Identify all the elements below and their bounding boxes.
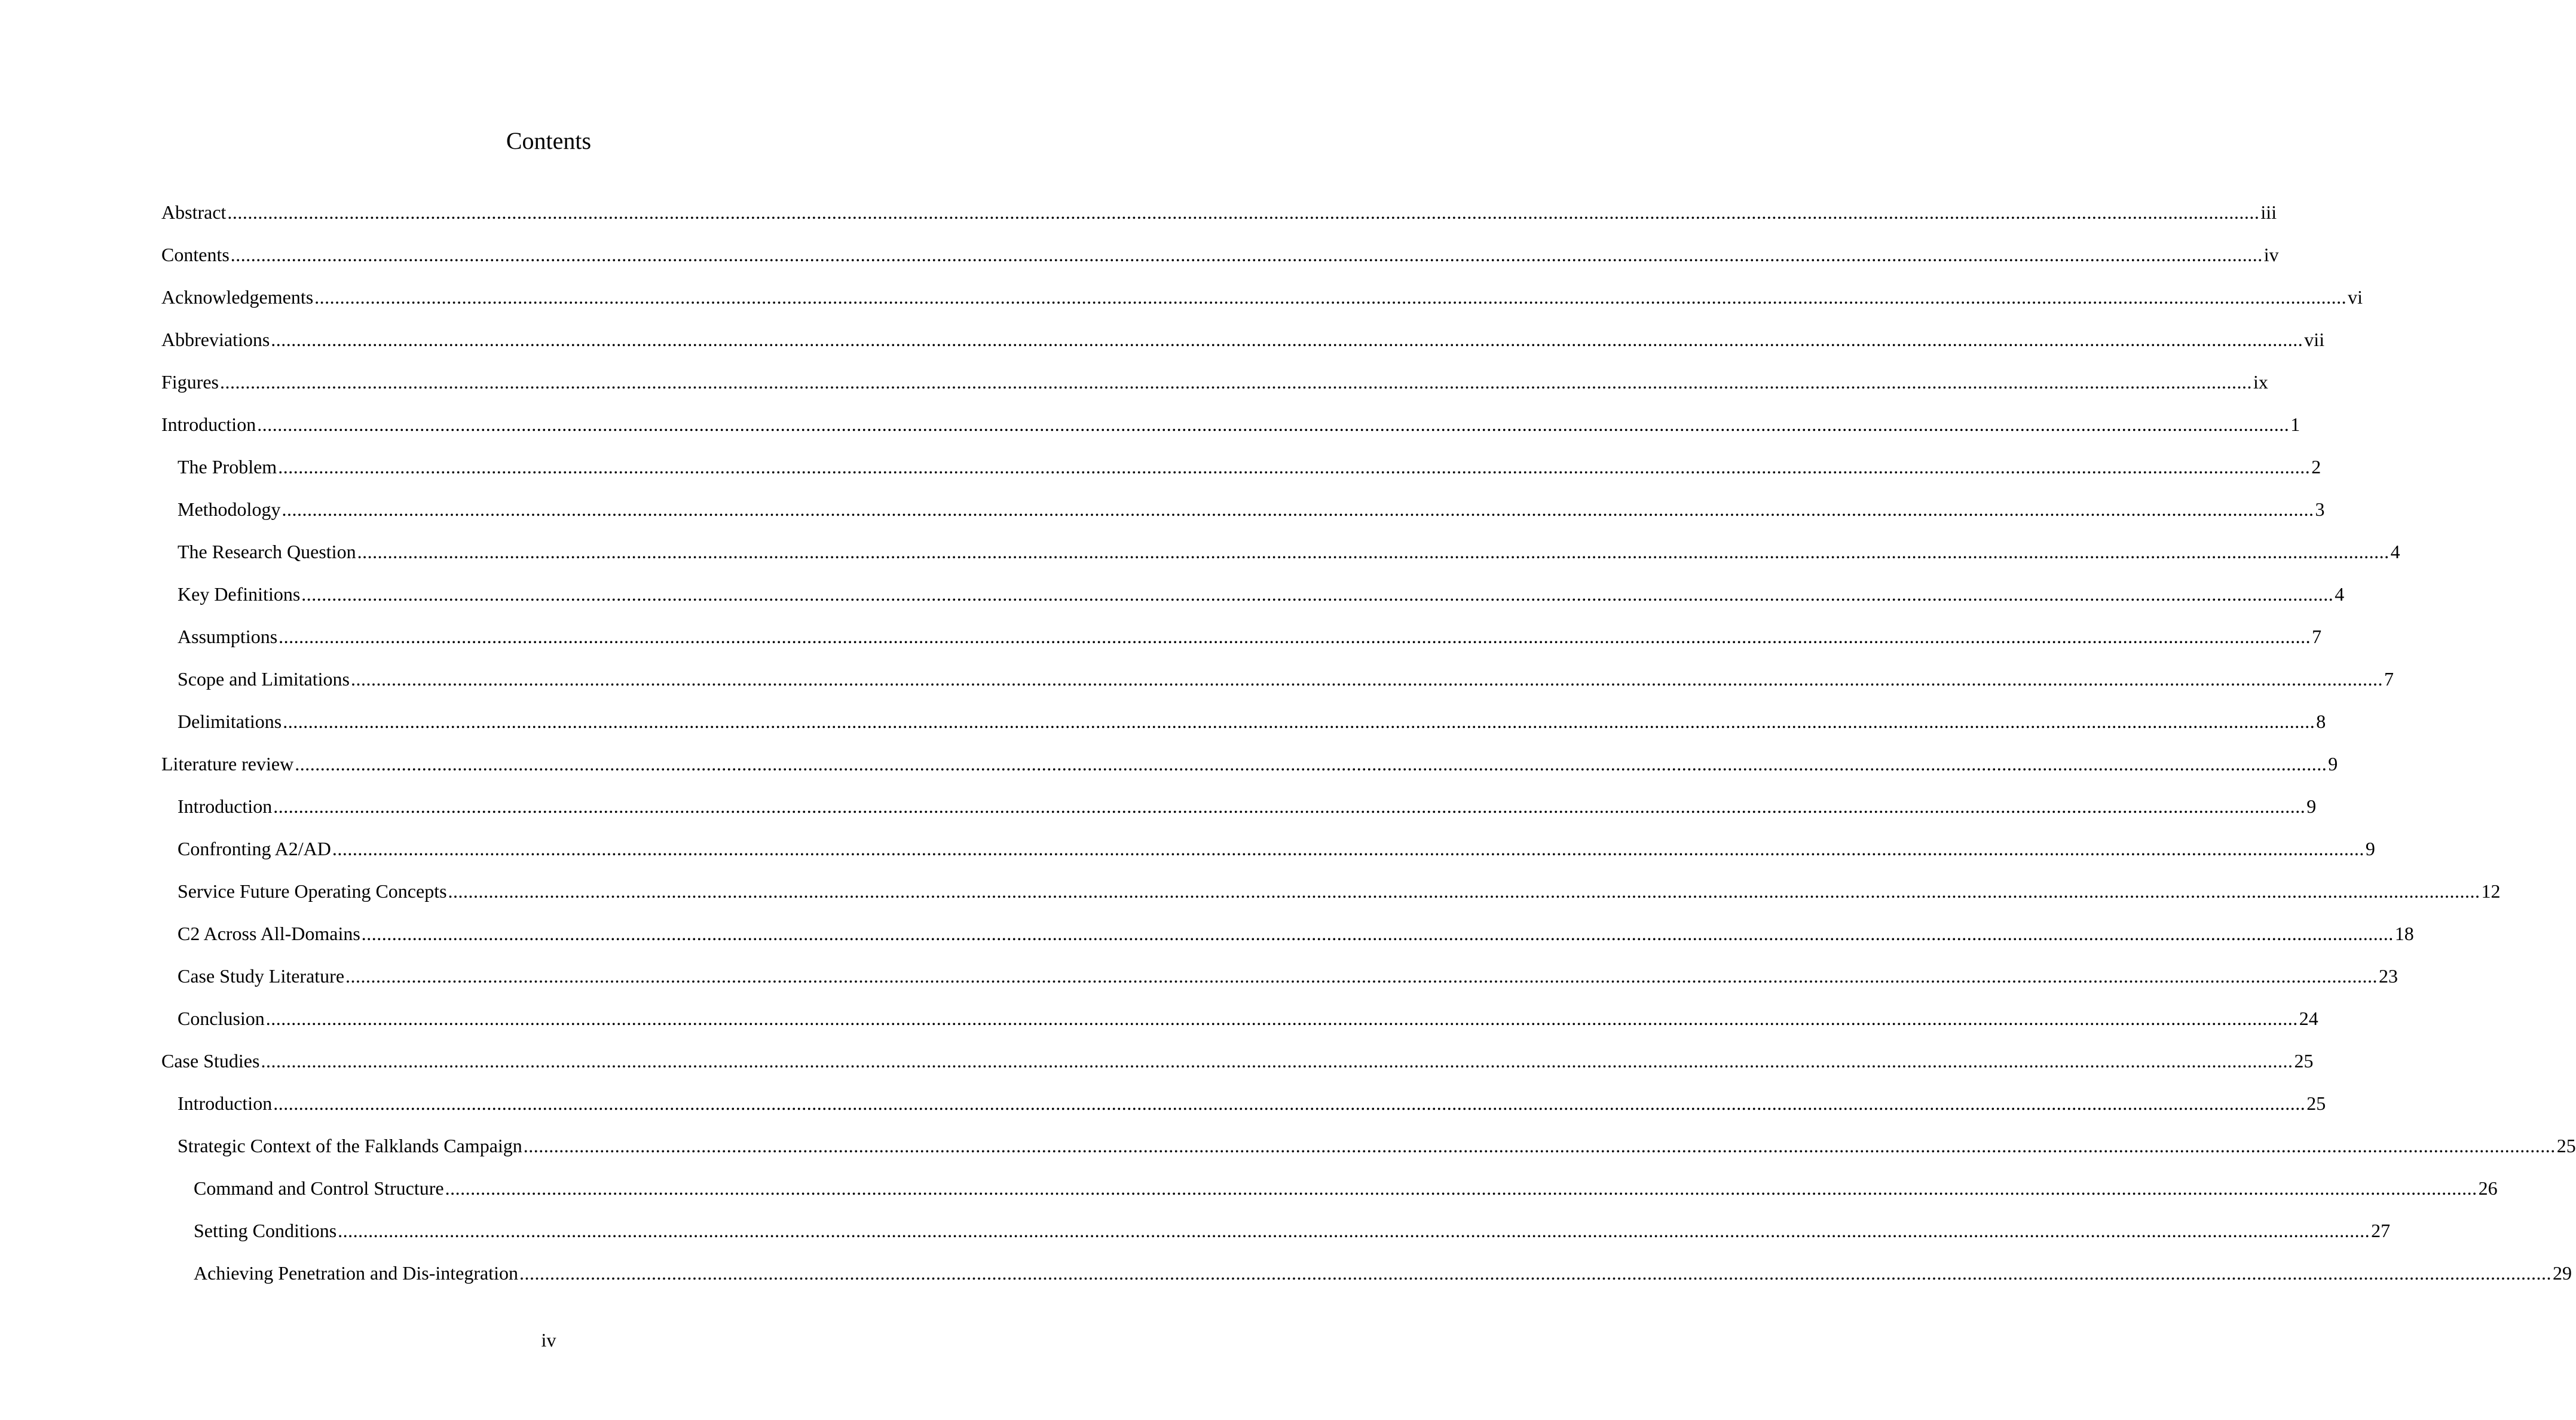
page-number: iv: [541, 1329, 556, 1351]
dot-leader: ................................................................................................................................................................................................................................................................................................................................................................................................................: [278, 456, 2311, 478]
toc-entry-link[interactable]: [194, 1172, 2498, 1204]
dot-leader: ................................................................................................................................................................................................................................................................................................................................................................................................................: [345, 965, 2378, 987]
toc-entry-link[interactable]: [178, 833, 2375, 865]
dot-leader: ................................................................................................................................................................................................................................................................................................................................................................................................................: [220, 371, 2252, 393]
toc-entry-page: 26: [2478, 1177, 2498, 1199]
toc-entry-label: Introduction: [178, 1092, 273, 1114]
toc-entry: [161, 833, 2375, 875]
dot-leader: ................................................................................................................................................................................................................................................................................................................................................................................................................: [523, 1135, 2556, 1156]
toc-entry-link[interactable]: [178, 451, 2321, 483]
toc-entry-link[interactable]: [194, 1214, 2391, 1247]
toc-entry: [161, 875, 2501, 917]
toc-entry-link[interactable]: [178, 875, 2501, 907]
toc-entry-page: iii: [2260, 201, 2277, 223]
toc-entry-page: 3: [2315, 498, 2325, 520]
toc-entry: [161, 620, 2322, 663]
toc-entry-page: vi: [2348, 286, 2363, 308]
toc-entry: [161, 238, 2279, 281]
dot-leader: ................................................................................................................................................................................................................................................................................................................................................................................................................: [445, 1177, 2477, 1199]
toc-entry-page: vii: [2304, 329, 2325, 350]
toc-entry-label: Confronting A2/AD: [178, 838, 331, 859]
toc-entry-label: Case Studies: [161, 1050, 260, 1072]
toc-entry: [161, 705, 2326, 748]
toc-entry-link[interactable]: [178, 790, 2317, 822]
toc-entry: [161, 323, 2325, 366]
toc-entry: [161, 451, 2321, 493]
toc-entry-link[interactable]: [161, 281, 2363, 313]
toc-entry-label: Literature review: [161, 753, 294, 775]
toc-entry-label: Key Definitions: [178, 583, 301, 605]
toc-entry: [161, 1172, 2498, 1214]
toc-entry-link[interactable]: [178, 535, 2400, 568]
dot-leader: ................................................................................................................................................................................................................................................................................................................................................................................................................: [350, 668, 2383, 690]
dot-leader: ................................................................................................................................................................................................................................................................................................................................................................................................................: [282, 498, 2314, 520]
toc-entry-page: 1: [2290, 414, 2300, 435]
toc-entry-link[interactable]: [178, 578, 2345, 610]
toc-entry-label: Case Study Literature: [178, 965, 345, 987]
toc-entry-label: Strategic Context of the Falklands Campaign: [178, 1135, 522, 1156]
dot-leader: ................................................................................................................................................................................................................................................................................................................................................................................................................: [357, 541, 2390, 562]
toc-entry: [161, 1214, 2391, 1257]
toc-entry-link[interactable]: [161, 238, 2279, 271]
dot-leader: ................................................................................................................................................................................................................................................................................................................................................................................................................: [257, 414, 2290, 435]
toc-entry-link[interactable]: [178, 917, 2414, 950]
toc-entry: [161, 1002, 2318, 1045]
dot-leader: ................................................................................................................................................................................................................................................................................................................................................................................................................: [361, 923, 2394, 944]
toc-entry-page: 12: [2481, 880, 2501, 902]
dot-leader: ................................................................................................................................................................................................................................................................................................................................................................................................................: [295, 753, 2327, 775]
toc-entry-label: Figures: [161, 371, 219, 393]
toc-entry-link[interactable]: [178, 1130, 2576, 1162]
page-title: Contents: [506, 127, 592, 154]
toc-entry: [161, 790, 2317, 833]
toc-entry-link[interactable]: [178, 1087, 2326, 1119]
toc-entry-link[interactable]: [178, 493, 2325, 525]
toc-entry: [161, 960, 2398, 1002]
dot-leader: ................................................................................................................................................................................................................................................................................................................................................................................................................: [338, 1220, 2370, 1241]
toc-entry-label: Acknowledgements: [161, 286, 314, 308]
toc-entry-label: Abbreviations: [161, 329, 270, 350]
toc-entry-page: 9: [2306, 795, 2317, 817]
table-of-contents: [161, 196, 2576, 1299]
toc-entry-label: Abstract: [161, 201, 227, 223]
toc-entry-label: C2 Across All-Domains: [178, 923, 360, 944]
toc-entry: [161, 578, 2345, 620]
toc-entry-page: 24: [2299, 1008, 2318, 1029]
toc-entry: [161, 535, 2400, 578]
toc-entry-page: 9: [2365, 838, 2375, 859]
toc-entry-label: Command and Control Structure: [194, 1177, 444, 1199]
dot-leader: ................................................................................................................................................................................................................................................................................................................................................................................................................: [283, 711, 2315, 732]
dot-leader: ................................................................................................................................................................................................................................................................................................................................................................................................................: [301, 583, 2334, 605]
toc-entry-page: 23: [2379, 965, 2398, 987]
toc-entry-link[interactable]: [178, 960, 2398, 992]
toc-entry-page: 25: [2556, 1135, 2576, 1156]
dot-leader: ................................................................................................................................................................................................................................................................................................................................................................................................................: [279, 626, 2311, 647]
toc-entry: [161, 1257, 2572, 1299]
toc-entry-link[interactable]: [161, 1045, 2314, 1077]
toc-entry: [161, 493, 2325, 535]
toc-entry: [161, 196, 2277, 238]
toc-entry-label: Delimitations: [178, 711, 282, 732]
dot-leader: ................................................................................................................................................................................................................................................................................................................................................................................................................: [519, 1262, 2551, 1284]
dot-leader: ................................................................................................................................................................................................................................................................................................................................................................................................................: [271, 329, 2303, 350]
dot-leader: ................................................................................................................................................................................................................................................................................................................................................................................................................: [227, 201, 2260, 223]
toc-entry-link[interactable]: [178, 663, 2394, 695]
toc-entry: [161, 281, 2363, 323]
toc-entry-label: Service Future Operating Concepts: [178, 880, 447, 902]
toc-entry: [161, 748, 2338, 790]
toc-entry-label: Scope and Limitations: [178, 668, 350, 690]
toc-entry-link[interactable]: [161, 748, 2338, 780]
toc-entry-label: The Problem: [178, 456, 277, 478]
toc-entry-page: ix: [2253, 371, 2268, 393]
toc-entry: [161, 408, 2300, 451]
toc-entry-label: Conclusion: [178, 1008, 265, 1029]
toc-entry: [161, 1130, 2576, 1172]
toc-entry-label: The Research Question: [178, 541, 356, 562]
toc-entry: [161, 663, 2394, 705]
toc-entry-page: 7: [2312, 626, 2322, 647]
dot-leader: ................................................................................................................................................................................................................................................................................................................................................................................................................: [230, 244, 2263, 265]
toc-entry-page: 9: [2328, 753, 2338, 775]
toc-entry: [161, 1045, 2314, 1087]
toc-entry: [161, 1087, 2326, 1130]
toc-entry-page: 7: [2384, 668, 2394, 690]
toc-entry-link[interactable]: [178, 620, 2322, 653]
toc-entry-link[interactable]: [178, 705, 2326, 737]
toc-entry-page: 8: [2316, 711, 2326, 732]
toc-entry-page: 2: [2311, 456, 2321, 478]
toc-entry-link[interactable]: [161, 196, 2277, 228]
dot-leader: ................................................................................................................................................................................................................................................................................................................................................................................................................: [314, 286, 2347, 308]
toc-entry-link[interactable]: [161, 408, 2300, 440]
toc-entry-link[interactable]: [161, 323, 2325, 356]
toc-entry-page: iv: [2263, 244, 2279, 265]
toc-entry-page: 25: [2294, 1050, 2314, 1072]
toc-entry-label: Achieving Penetration and Dis-integration: [194, 1262, 518, 1284]
toc-entry-page: 25: [2306, 1092, 2326, 1114]
toc-entry-link[interactable]: [161, 366, 2268, 398]
toc-entry-label: Setting Conditions: [194, 1220, 337, 1241]
dot-leader: ................................................................................................................................................................................................................................................................................................................................................................................................................: [273, 1092, 2306, 1114]
toc-entry-label: Contents: [161, 244, 230, 265]
toc-entry-label: Introduction: [161, 414, 256, 435]
toc-entry-page: 4: [2335, 583, 2345, 605]
toc-entry-label: Introduction: [178, 795, 273, 817]
dot-leader: ................................................................................................................................................................................................................................................................................................................................................................................................................: [261, 1050, 2293, 1072]
toc-entry-page: 29: [2552, 1262, 2572, 1284]
dot-leader: ................................................................................................................................................................................................................................................................................................................................................................................................................: [448, 880, 2480, 902]
toc-entry: [161, 366, 2268, 408]
toc-entry-page: 4: [2390, 541, 2400, 562]
toc-entry: [161, 917, 2414, 960]
toc-entry-page: 27: [2371, 1220, 2391, 1241]
toc-entry-label: Assumptions: [178, 626, 278, 647]
dot-leader: ................................................................................................................................................................................................................................................................................................................................................................................................................: [273, 795, 2306, 817]
toc-entry-page: 18: [2394, 923, 2414, 944]
dot-leader: ................................................................................................................................................................................................................................................................................................................................................................................................................: [265, 1008, 2298, 1029]
toc-entry-link[interactable]: [194, 1257, 2572, 1289]
toc-entry-label: Methodology: [178, 498, 281, 520]
toc-entry-link[interactable]: [178, 1002, 2318, 1035]
dot-leader: ................................................................................................................................................................................................................................................................................................................................................................................................................: [332, 838, 2364, 859]
